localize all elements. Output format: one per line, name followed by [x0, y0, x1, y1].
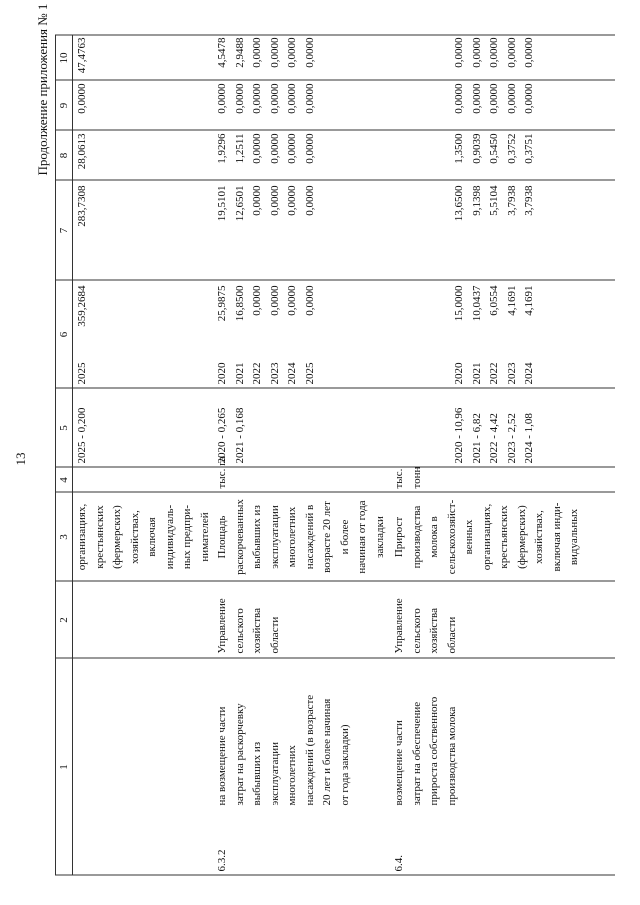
header-col-9: 9 [58, 102, 70, 108]
row-64-col10: 0,0000 0,0000 0,0000 0,0000 0,0000 [453, 37, 535, 68]
row-64-col6: 15,0000 10,0437 6,0554 4,1691 4,1691 [453, 285, 535, 321]
row-632-number: 6.3.2 [216, 849, 228, 871]
row-632-col6: 25,9875 16,8500 0,0000 0,0000 0,0000 0,0000 [216, 285, 316, 321]
row-64-col7: 13,6500 9,1398 5,5104 3,7938 3,7938 [453, 185, 535, 221]
col-divider [55, 466, 615, 467]
row-632-unit: тыс. га [216, 456, 228, 488]
header-col-4: 4 [58, 476, 70, 483]
annex-title: Продолжение приложения № 1 [35, 3, 50, 175]
cont-col10: 47,4763 [76, 37, 88, 73]
cont-col9: 0,0000 [76, 83, 88, 114]
col-divider [55, 279, 615, 280]
row-64-targets: 2020 - 10,96 2021 - 6,82 2022 - 4,42 2023 - 2,52 2024 - 1,08 [453, 407, 535, 463]
header-col-10: 10 [58, 52, 70, 63]
header-col-6: 6 [58, 331, 70, 337]
row-632-indicator: Площадь раскорчеванных выбывших из эксплуатации многолетних насаждений в возрасте 20 лет и более начиная от года закладки [216, 498, 386, 575]
col-divider [55, 129, 615, 130]
col-divider [55, 657, 615, 658]
header-col-8: 8 [58, 152, 70, 158]
row-64-description: возмещение части затрат на обеспечение прироста собственного производства молока [393, 696, 458, 805]
header-col-2: 2 [58, 616, 70, 623]
header-col-5: 5 [58, 424, 70, 431]
col-divider [55, 179, 615, 180]
row-64-years: 2020 2021 2022 2023 2024 [453, 362, 535, 384]
cont-year: 2025 [76, 362, 88, 384]
cont-col7: 283,7308 [76, 185, 88, 227]
header-col-3: 3 [58, 533, 70, 540]
row-64-unit: тыс. тонн [393, 466, 423, 488]
header-col-1: 1 [58, 763, 70, 770]
cont-col8: 28,0613 [76, 133, 88, 169]
table-right-border [55, 34, 615, 35]
row-632-description: на возмещение части затрат на раскорчевку выбывших из эксплуатации многолетних насаждений (в возрасте 20 лет и более начиная от года закладки) [216, 694, 351, 805]
row-64-col8: 1,3500 0,9039 0,5450 0,3752 0,3751 [453, 133, 535, 164]
cont-col5: 2025 - 0,200 [76, 407, 88, 463]
row-632-executor: Управление сельского хозяйства области [216, 597, 281, 653]
row-632-col10: 4,5478 2,9488 0,0000 0,0000 0,0000 0,0000 [216, 37, 316, 68]
row-64-number: 6.4. [393, 854, 405, 871]
row-632-col9: 0,0000 0,0000 0,0000 0,0000 0,0000 0,0000 [216, 83, 316, 114]
table-left-border [55, 874, 615, 875]
row-632-col8: 1,9296 1,2511 0,0000 0,0000 0,0000 0,0000 [216, 133, 316, 164]
cont-col3: организациях, крестьянских (фермерских) хозяйствах, включая индивидуаль- ных предпри- нимателей [76, 503, 211, 570]
row-64-col9: 0,0000 0,0000 0,0000 0,0000 0,0000 [453, 83, 535, 114]
col-divider [55, 387, 615, 388]
row-632-col7: 19,5101 12,6501 0,0000 0,0000 0,0000 0,0000 [216, 185, 316, 221]
row-64-indicator: Прирост производства молока в сельскохозяйст- венных организациях, крестьянских (фермерских) хозяйствах, включая инди- видуальных [393, 499, 580, 574]
header-col-7: 7 [58, 227, 70, 233]
row-64-executor: Управление сельского хозяйства области [393, 597, 458, 653]
row-632-years: 2020 2021 2022 2023 2024 2025 [216, 362, 316, 384]
page-number: 13 [13, 452, 28, 465]
row-632-targets: 2020 - 0,265 2021 - 0,168 [216, 407, 246, 463]
cont-col6: 359,2684 [76, 285, 88, 327]
